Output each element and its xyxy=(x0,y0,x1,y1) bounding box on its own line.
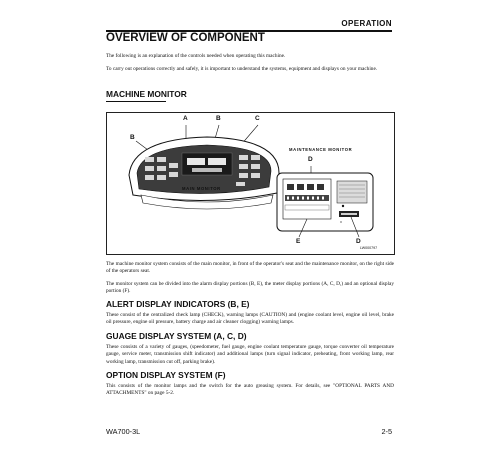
monitor-paragraph-1: The machine monitor system consists of the main monitor, in front of the operator's seat and the maintenance monitor, on the right side of the operators seat. xyxy=(106,261,394,275)
maintenance-monitor-caption: MAINTENANCE MONITOR xyxy=(289,147,353,152)
machine-monitor-figure xyxy=(106,112,395,255)
page-title: OVERVIEW OF COMPONENT xyxy=(106,32,265,44)
main-monitor-caption: MAIN MONITOR xyxy=(182,186,221,191)
intro-paragraph-2: To carry out operations correctly and safely, it is important to understand the systems, equipment and displays on your machine. xyxy=(106,66,378,72)
machine-monitor-heading: MACHINE MONITOR xyxy=(106,89,187,99)
alert-body: These consist of the centralized check lamp (CHECK), warning lamps (CAUTION) and (engine coolant level, engine oil level, brake oil pressure, engine oil pressure, battery charge and air cleaner clogging) warning lamps. xyxy=(106,312,394,326)
label-b-left: B xyxy=(130,134,135,141)
footer-page-number: 2-5 xyxy=(381,427,392,436)
option-body: This consists of the monitor lamps and the switch for the auto greasing system. For details, see "OPTIONAL PARTS AND ATTACHMENTS" on page 5-2. xyxy=(106,383,394,397)
monitor-illustration xyxy=(107,113,394,254)
heading-underline xyxy=(106,101,166,102)
alert-heading: ALERT DISPLAY INDICATORS (B, E) xyxy=(106,299,250,309)
label-c: C xyxy=(255,115,260,122)
gauge-body: These consists of a variety of gauges, (speedometer, fuel gauge, engine coolant temperature gauge, torque converter oil temperature gauge, service meter, transmission shift indicator) and additional lamps (turn signal indicator, preheating, front working lamp, rear working lamp, transmission cut off, parking brake). xyxy=(106,344,394,365)
monitor-paragraph-2: The monitor system can be divided into the alarm display portions (B, E), the meter display portions (A, C, D,) and an optional display portion (F). xyxy=(106,281,394,295)
label-d-top: D xyxy=(308,156,313,163)
figure-code: LW000797 xyxy=(360,246,378,250)
label-b-top: B xyxy=(216,115,221,122)
option-heading: OPTION DISPLAY SYSTEM (F) xyxy=(106,370,226,380)
gauge-heading: GUAGE DISPLAY SYSTEM (A, C, D) xyxy=(106,331,247,341)
header-section-title: OPERATION xyxy=(341,19,392,28)
label-e: E xyxy=(296,238,301,245)
label-a: A xyxy=(183,115,188,122)
footer-model: WA700-3L xyxy=(106,427,141,436)
label-d-bottom: D xyxy=(356,238,361,245)
intro-paragraph-1: The following is an explanation of the controls needed when operating this machine. xyxy=(106,53,286,59)
